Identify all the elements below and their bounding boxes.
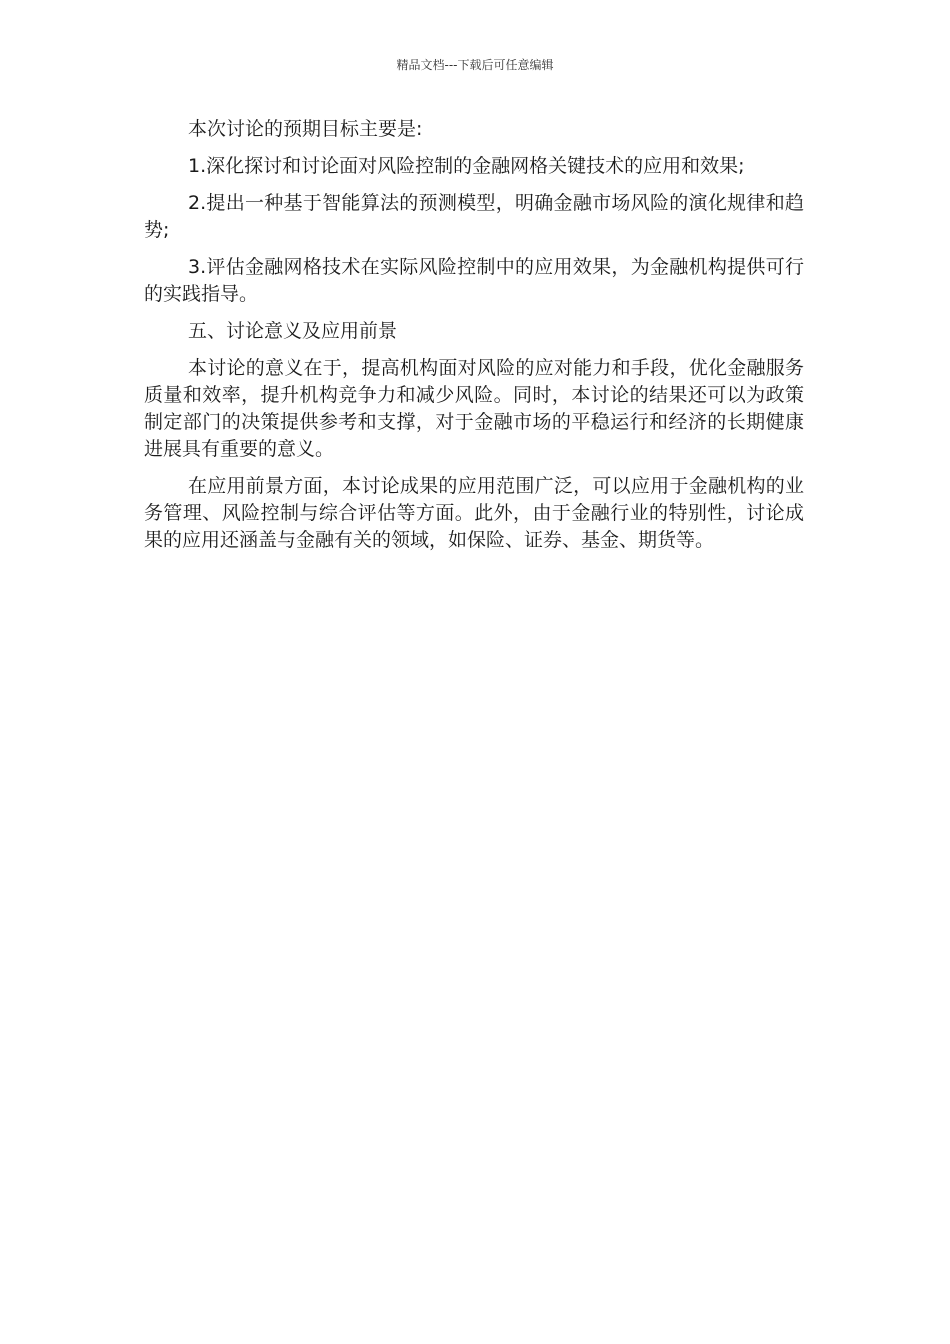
document-body [144,116,804,564]
paragraph-significance: 本讨论的意义在于，提高机构面对风险的应对能力和手段，优化金融服务质量和效率，提升机构竞争力和减少风险。同时，本讨论的结果还可以为政策制定部门的决策提供参考和支撑，对于金融市场的平稳运行和经济的长期健康进展具有重要的意义。 [144,357,804,460]
paragraph-objective-3: 3.评估金融网格技术在实际风险控制中的应用效果，为金融机构提供可行的实践指导。 [144,256,804,305]
paragraph-objective-2: 2.提出一种基于智能算法的预测模型，明确金融市场风险的演化规律和趋势; [144,192,804,241]
paragraph-objective-1: 1.深化探讨和讨论面对风险控制的金融网格关键技术的应用和效果; [188,155,745,177]
paragraph-objectives-intro: 本次讨论的预期目标主要是: [188,118,423,140]
page-header: 精品文档---下载后可任意编辑 [396,58,554,72]
section-heading-significance: 五、讨论意义及应用前景 [188,320,398,342]
paragraph-application-prospects: 在应用前景方面，本讨论成果的应用范围广泛，可以应用于金融机构的业务管理、风险控制与综合评估等方面。此外，由于金融行业的特别性，讨论成果的应用还涵盖与金融有关的领域，如保险、证券、基金、期货等。 [144,475,804,551]
